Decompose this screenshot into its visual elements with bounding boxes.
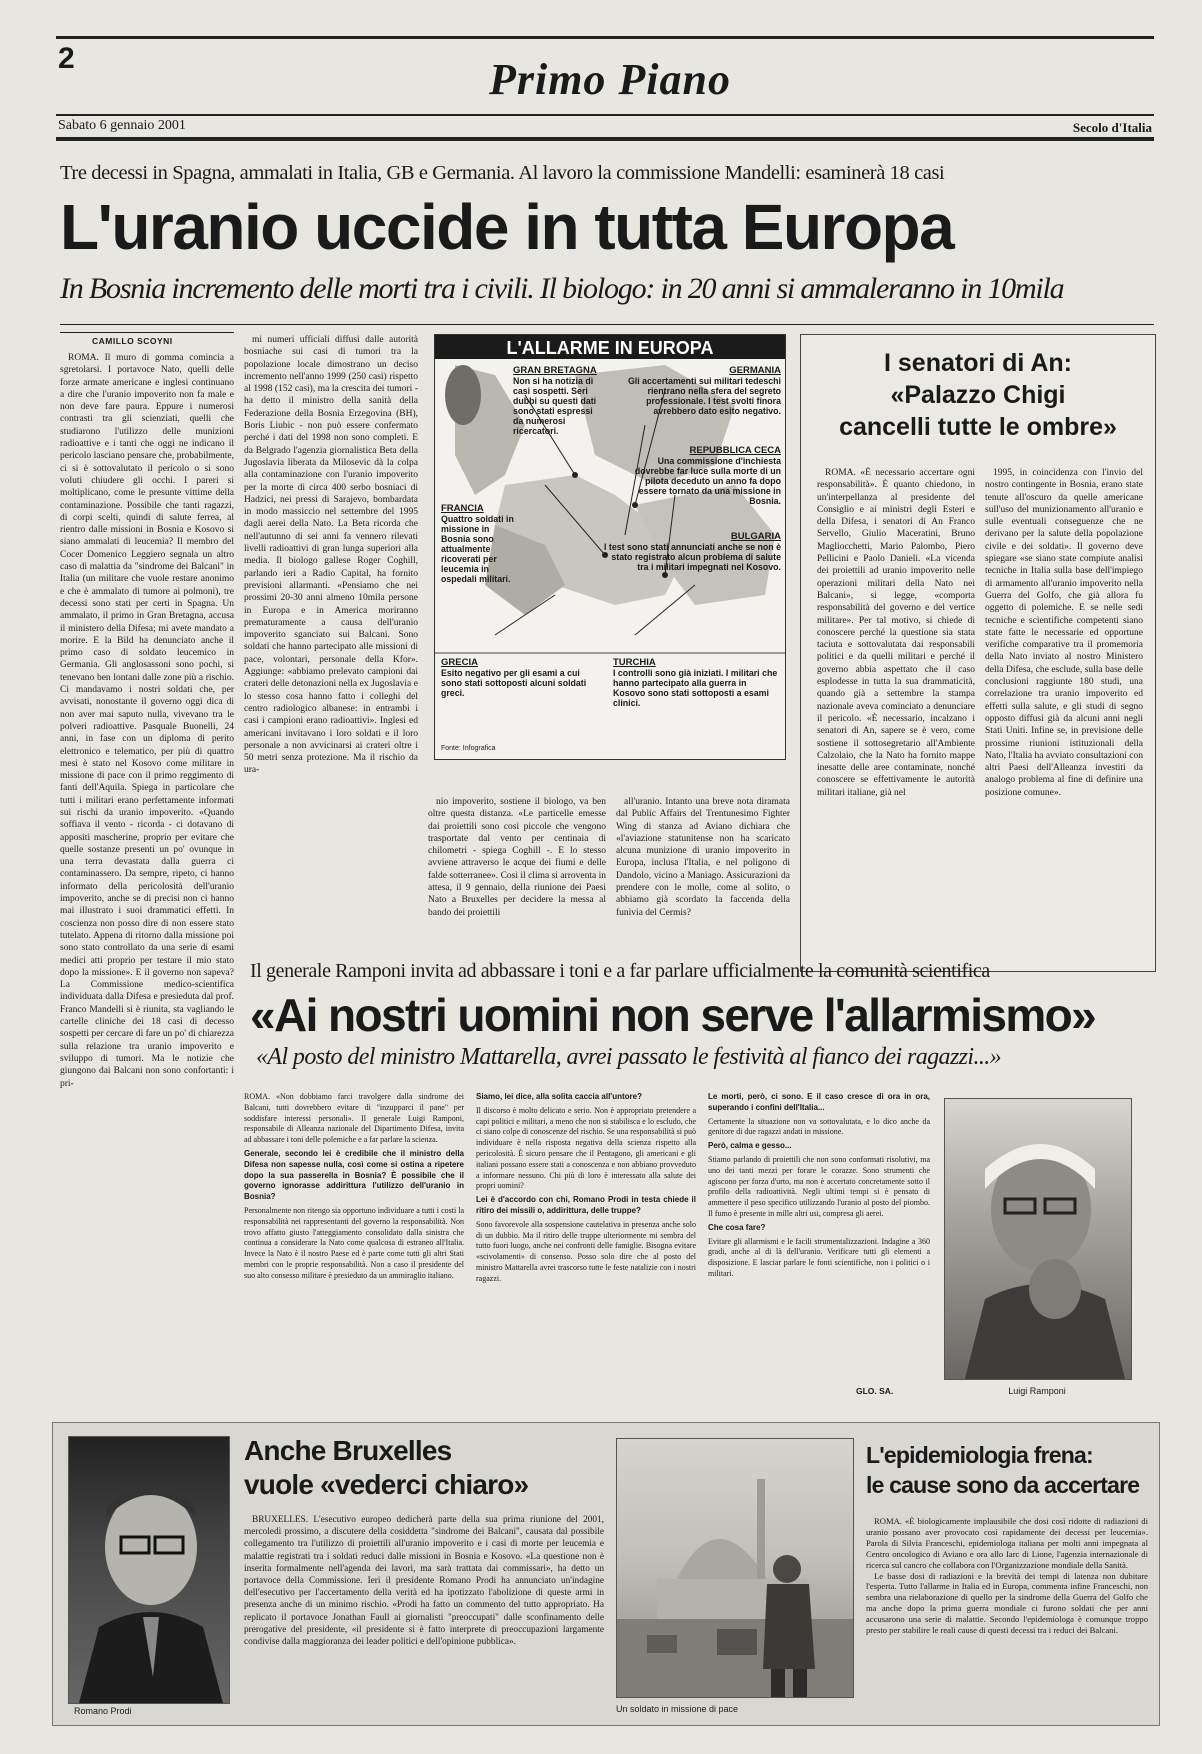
label-grecia: GRECIA Esito negativo per gli esami a cui sono stati sottoposti alcuni soldati greci.	[441, 657, 587, 698]
ramponi-photo	[944, 1098, 1132, 1380]
ramponi-headline: «Ai nostri uomini non serve l'allarmismo»	[250, 989, 1096, 1041]
label-turchia: TURCHIA I controlli sono già iniziati. I militari che hanno partecipato alla guerra in Kosovo sono stati sottoposti a esami clinici.	[613, 657, 778, 708]
main-kicker: Tre decessi in Spagna, ammalati in Italia, GB e Germania. Al lavoro la commissione Mandelli: esaminerà 18 casi	[60, 162, 945, 184]
main-subheadline: In Bosnia incremento delle morti tra i civili. Il biologo: in 20 anni si ammaleranno in 10mila	[60, 272, 1064, 305]
ramponi-subheadline: «Al posto del ministro Mattarella, avrei passato le festività al fianco dei ragazzi...»	[256, 1044, 1002, 1070]
masthead-bottom-rule	[56, 137, 1154, 141]
newspaper-name: Secolo d'Italia	[1072, 120, 1152, 135]
portrait-icon	[69, 1437, 229, 1703]
senators-col-1: ROMA. «È necessario accertare ogni responsabilità». È quanto chiedono, in un'interpellanza al presidente del Consiglio e ai ministri degli Esteri e della Difesa, i senatori di An Franco Servello, Giulio Maceratini, Bruno Magliocchetti, Mario Palombo, Piero Pellicini e Paolo Danieli. «La vicenda dei proiettili ad uranio impoverito nelle operazioni militari della Nato nei Balcani», si legge, «comporta responsabilità del governo e del vertice militare». Per tal motivo, si chiede di conoscere perché la questione sia stata taciuta e sottovalutata dai responsabili politici e da quelli militari e perché il governo abbia aspettato che il caso esplodesse in tutta la sua drammaticità, quando già a settembre la stampa nazionale aveva cominciato a denunciare il pericolo. «È necessario, incalzano i senatori di An, sapere se è vero, come sostiene il sottosegretario all'Ambiente Calzolaio, che la Nato ha fornito mappe inesatte delle aree contaminate, nonché conoscere se effettivamente le autorità militari italiane, già nel	[817, 468, 975, 798]
senators-col-2: 1995, in coincidenza con l'invio del nostro contingente in Bosnia, erano state tenute all'oscuro da quelle americane sull'uso del munizionamento all'uranio e sulle eventuali conseguenze che ne derivano per la salute della popolazione civile e dei soldati». Il governo deve spiegare «se siano state compiute analisi tecniche in Italia sulla base dell'impiego di armamento all'uranio impoverito nella Guerra del Golfo, che già allora fu oggetto di polemiche. E se nelle sedi tecniche e scientifiche competenti siano state fatte le necessarie ed opportune verifiche comparative tra il promemoria della Nato inviato al nostro Ministero della Difesa, che esclude, sulla base delle conclusioni raggiunte 180 studi, una correlazione tra uranio impoverito ed effetti sulla salute, e gli studi di segno opposto diffusi già da alcuni anni negli Stati Uniti. Infine se, in previsione delle prossime riunioni istituzionali della Nato, l'Italia ha avviato consultazioni con altri Paesi dell'Alleanza investiti da analogo problema al fine di definire una posizione comune».	[985, 468, 1143, 798]
label-repubblica-ceca: REPUBBLICA CECA Una commissione d'inchiesta dovrebbe far luce sulla morte di un pilota deceduto un anno fa dopo essere tornato da una missione in Bosnia.	[634, 445, 781, 506]
masthead-rule	[56, 114, 1154, 116]
ramponi-kicker: Il generale Ramponi invita ad abbassare i toni e a far parlare ufficialmente la comunità scientifica	[250, 960, 990, 982]
prodi-photo	[68, 1436, 230, 1704]
main-article-col-3: nio impoverito, sostiene il biologo, va ben oltre questa distanza. «Le particelle emesse dai proiettili sono così piccole che vengono trasportate dal vento per centinaia di chilometri - spiega Coghill -. E lo stesso avviene attraverso le acque dei fiumi e delle falde sotterranee». Così il clima si arroventa in attesa, il 9 gennaio, della riunione dei Paesi Nato a Bruxelles per decidere la messa al bando dei proiettili	[428, 797, 606, 918]
section-title: Primo Piano	[488, 55, 732, 104]
senators-box	[800, 334, 1156, 972]
epidemiologia-headline: L'epidemiologia frena: le cause sono da accertare	[866, 1442, 1140, 1498]
infographic-box	[434, 334, 786, 760]
infographic-credit: Fonte: Infografica	[441, 745, 496, 752]
ramponi-signature: GLO. SA.	[856, 1386, 894, 1396]
top-rule	[56, 36, 1154, 39]
byline-rule	[60, 332, 234, 333]
portrait-icon	[945, 1099, 1131, 1379]
main-article-col-1: ROMA. Il muro di gomma comincia a sgretolarsi. I portavoce Nato, quelli delle forze armate americane e inglesi continuano a dire che l'uranio impoverito non fa male e non deve fare paura. Eppure i numerosi contrasti tra gli scienziati, quelli che studiarono l'utilizzo delle munizioni radioattive e i tanti che oggi ne indicano il pericolo lasciano pensare che, probabilmente, ci si è sottovalutato il pericolo o si sono voluti chiudere gli occhi. I pareri si moltiplicano, come le presunte vittime della contaminazione. Possibile che tanti ragazzi, di corpi scelti, quindi di salute ferrea, al rientro dalle missioni in Bosnia e Kosovo si siano ammalati di leucemia? Il membro del Cocer Domenico Leggiero segnala un altro caso di malattia da "sindrome dei Balcani" in Italia (un militare che vuole restare anonimo e che è ammalato di tumore ai polmoni), tre decessi sono stati per certi in Spagna. Un ammalato, il primo in Gran Bretagna, accusa il ministero della Difesa; mi avete mandato a morire. E la Bild ha denunciato anche il primo caso di soldato leucemico in Germania. Gli anglosassoni sono pochi, si tenevano ben lontani dalle zone più a rischio. Ci mandavamo i nostri soldati che, per avvisati, nonostante il governo oggi dica di non aver mai saputo nulla, vivevano tra le polveri radioattive. Pasquale Buonelli, 24 anni, in fase con un diploma di perito elettronico e telematico, per più di quattro mesi è stato nel Kosovo come militare in missione di pace con il primo reggimento di fanti dell'Aquila. Spiega in particolare che tutti i militari erano perfettamente informati sui rischi da uranio impoverito. «Quando soffiava il vento - ricorda - ci dotavano di appositi mascherine, proprio per evitare che quelle sostanze presenti un po' ovunque in una terra devastata dalla guerra ci contaminassero. Da sempre, ripeto, ci hanno informato della pericolosità dell'uranio impoverito, anche se di precisi non ci hanno mai illustrato i suoi drammatici effetti. In coscienza non posso dire di non essere stato tutelato. Appena di ritorno dalla missione poi sono stato controllato da una serie di esami medici atti proprio per testare il mio stato dopo la missione». E il governo non sapeva? La Commissione medico-scientifica individuata dalla Difesa e presieduta dal prof. Franco Mandelli si è riunita, sta vagliando le cartelle cliniche dei 18 casi di decesso sospetti per cercare di fare un po' di chiarezza sulla relazione tra uranio impoverito e sviluppo di tumori. Ma le notizie che giungono dai Balcani non sono confortanti: i pri-	[60, 353, 234, 1089]
epidemiologia-body: ROMA. «È biologicamente implausibile che dosi così ridotte di radiazioni di uranio possano aver provocato così rapidamente dei decessi per leucemia». Parola di Silvia Franceschi, epidemiologa italiana per molti anni impegnata al Centro oncologico di Aviano e ora allo Iarc di Lione, l'agenzia internazionale di ricerca sul cancro che collabora con l'Organizzazione mondiale della Sanità. Le basse dosi di radiazioni e la brevità dei tempi di latenza non dubitare l'esperta. Tutto l'allarme in Italia ed in Europa, commenta infine Franceschi, non sembra una rielaborazione di quello per la sindrome della Guerra del Golfo che ma anche dopo la prima guerra mondiale ci furono soldati che per anni accusarono una serie di malattie. Secondo l'epidemiologa è comunque troppo presto per stabilire le reali cause di questi decessi tra i reduci dei Balcani.	[866, 1516, 1148, 1636]
label-francia: FRANCIA Quattro soldati in missione in Bosnia sono attualmente ricoverati per leucemia in ospedali militari.	[441, 503, 514, 584]
page-number: 2	[58, 42, 75, 75]
bruxelles-headline: Anche Bruxelles vuole «vederci chiaro»	[244, 1435, 529, 1500]
senators-headline: I senatori di An: «Palazzo Chigi cancelli tutte le ombre»	[839, 349, 1117, 441]
satellite-dish-icon	[445, 365, 481, 425]
label-bulgaria: BULGARIA I test sono stati annunciati anche se non è stato registrato alcun problema di salute tra i militari impegnati nel Kosovo.	[604, 531, 781, 572]
prodi-photo-caption: Romano Prodi	[74, 1706, 132, 1716]
ramponi-col-1: ROMA. «Non dobbiamo farci travolgere dalla sindrome dei Balcani, tutti dovrebbero evitare di "inzupparci il pane" per soddisfare interessi personali». Il generale Luigi Ramponi, responsabile di Alleanza nazionale del Dipartimento Difesa, invita ad abbassare i toni delle polemiche e a far parlare la scienza. Generale, secondo lei è credibile che il ministro della Difesa non sapesse nulla, così come si ostina a ripetere dopo la sua passerella in Bosnia? È possibile che il governo ignorasse addirittura l'utilizzo dell'uranio in Bosnia? Personalmente non ritengo sia opportuno individuare a tutti i costi la responsabilità nei rappresentanti del governo la responsabilità. Non trovo affatto giusto l'atteggiamento consolidato dalla sinistra che continua a considerare la Nato come qualcosa di estraneo all'Italia. Invece la Nato è il nostro Paese ed è parte come tutti gli altri Stati membri con le proprie responsabilità. Non a caso il presidente del suo alto consesso militare è presieduto da un ammiraglio italiano.	[244, 1092, 464, 1280]
author-byline: CAMILLO SCOYNI	[92, 336, 173, 346]
main-article-col-4: all'uranio. Intanto una breve nota diramata dal Public Affairs del Trentunesimo Fighter Wing di stanza ad Aviano dichiara che «l'aviazione statunitense non ha scaricato alcuna munizione di uranio impoverito in Europa, inclusa l'Italia, e nel poligono di Dandolo, vicino a Maniago. Assicurazioni da prendere con le molle, come al solito, o abbiamo già scordato la faccenda della funivia del Cermis?	[616, 797, 790, 918]
ramponi-col-3: Le morti, però, ci sono. E il caso cresce di ora in ora, superando i confini dell'Italia... Certamente la situazione non va sottovalutata, e lo dico anche da genitore di due ragazzi andati in missione. Però, calma e gesso... Stiamo parlando di proiettili che non sono conformati risolutivi, ma uno dei tanti mezzi per forare le corazze. Sono strumenti che agiscono per forza d'urto, ma non è accertato concretamente sotto il profilo della radioattività. Negli ultimi tempi si è pensato di ammettere il peso specifico utilizzando l'uranio al posto del piombo. Il fumo è presente in mille altri usi, compresa gli aerei. Che cosa fare? Evitare gli allarmismi e le facili strumentalizzazioni. Indagine a 360 gradi, anche al di là dell'uranio. Verificare tutti gli elementi a disposizione. E lasciar parlare le fonti scientifiche, non i politici o i militari.	[708, 1092, 930, 1278]
label-germania: GERMANIA Gli accertamenti sui militari tedeschi rientrano nella sfera del segreto professionale. I test svolti finora avrebbero dato esito negativo.	[627, 365, 781, 416]
main-article-col-2: mi numeri ufficiali diffusi dalle autorità bosniache sui casi di tumori tra la popolazione locale dimostrano un deciso incremento nell'anno 1999 (250 casi) rispetto al 1998 (152 casi), ma la crescita dei tumori - ha detto il ministro della sanità della Federazione della Bosnia Erzegovina (BH), Boris Liubic - non può essere confermato perché i dati del 1998 non sono completi. E da Belgrado l'agenzia giornalistica Beta della Jugoslavia liberata da Milosevic dà la colpa alla contaminazione con l'uranio impoverito per la morte di circa 400 serbo bosniaci di Hadzici, nei pressi di Sarajevo, bombardata in modo massiccio nel settembre del 1995 dagli aerei della Nato. La Beta ricorda che nell'autunno di sei anni fa vennero rilevati livelli radioattivi di gran lunga superiori alla media. Il biologo gallese Roger Coghill, parlando ieri a Radio Capital, ha fornito previsioni allarmanti. «Pensiamo che nei prossimi 20-30 anni almeno 10mila persone in Europa e in America moriranno prematuramente a causa dell'uranio impoverito sganciato sui Balcani. Sono soldati che hanno partecipato alle missioni di pace, volontari, personale della Kfor». Aggiunge: «abbiamo prelevato campioni dai crateri delle detonazioni nella ex Jugoslavia e lo stesso cosa hanno fatto i colleghi del centro radiologico albanese: in entrambi i casi i campioni erano radioattivi». Inglesi ed americani invitavano i loro soldati e il loro personale a non avvicinarsi ai crateri oltre i 50 metri senza protezione. Ma il rischio da ura-	[244, 335, 418, 776]
ramponi-col-2: Siamo, lei dice, alla solita caccia all'untore? Il discorso è molto delicato e serio. Non è appropriato pretendere a capi politici e militari, a meno che non si stabilisca e lo escludo, che ci siano colpe di conoscenze del rischio. Se una responsabilità si può individuare è nella risposta negativa della scienza rispetto alla pericolosità. È sicuro pensare che il Pentagono, gli americani e gli italiani possano essere stati a conoscenza e non abbiano provveduto a informare nessuno. Chi più di loro è interessato alla salute dei propri uomini? Lei è d'accordo con chi, Romano Prodi in testa chiede il ritiro dei missili o, addirittura, delle truppe? Sono favorevole alla sospensione cautelativa in presenza anche solo di un dubbio. Ma il ritiro delle truppe ulteriormente mi sembra del tutto fuori luogo, anche nei confronti delle famiglie. Bisogna evitare «scivolamenti» di consenso. Posso solo dire che al posto del ministro Mattarella avrei trascorso tutte le feste natalizie con i nostri ragazzi.	[476, 1092, 696, 1283]
main-headline: L'uranio uccide in tutta Europa	[60, 191, 954, 263]
ramponi-photo-caption: Luigi Ramponi	[1008, 1386, 1066, 1396]
label-gran-bretagna: GRAN BRETAGNA Non si ha notizia di casi sospetti. Seri dubbi su questi dati sono stati espressi da numerosi ricercatori.	[513, 365, 597, 436]
issue-date: Sabato 6 gennaio 2001	[58, 118, 186, 133]
bruxelles-body: BRUXELLES. L'esecutivo europeo dedicherà parte della sua prima riunione del 2001, mercoledì prossimo, a discutere della cosiddetta "sindrome dei Balcani", causata dal possibile collegamento tra l'utilizzo di proiettili all'uranio impoverito e i casi di morte per leucemia e malattie registrati tra i soldati reduci dalle missioni in Bosnia e Kosovo. «La questione non è inserita formalmente nell'agenda dei lavori, ma sarà trattata dai commissari», ha detto un portavoce della Commissione. Ieri il presidente Romano Prodi ha annunciato un'indagine dell'esecutivo per l'accertamento della verità ed ha ipotizzato l'abolizione di queste armi in presenza anche di un minimo rischio. «Prodi ha fatto un commento del tutto appropriato. Ha replicato il portavoce Jonathan Faull ai giornalisti "preoccupati" dalle sconfinamento delle prerogative del presidente, «il presidente si è fatto interprete di preoccupazioni largamente condivise dalla maggioranza dei leader politici e dell'opinione pubblica».	[244, 1515, 604, 1648]
soldier-scene-icon	[617, 1439, 853, 1697]
infographic-title: L'ALLARME IN EUROPA	[506, 338, 714, 358]
headline-rule	[60, 324, 1154, 325]
soldier-photo-caption: Un soldato in missione di pace	[616, 1704, 739, 1714]
soldier-photo	[616, 1438, 854, 1698]
